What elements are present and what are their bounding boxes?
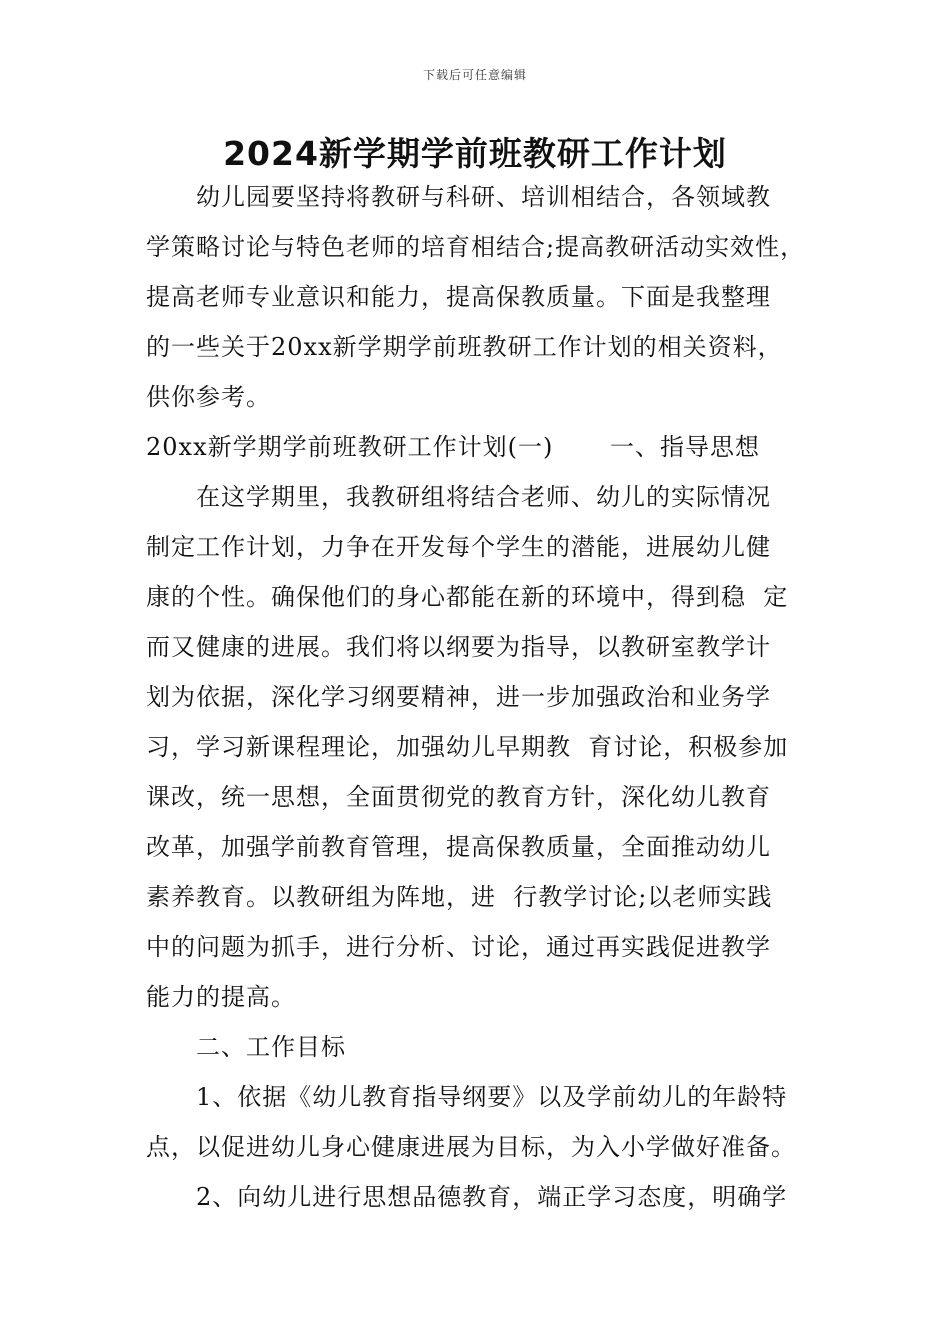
paragraph-line: 课改，统一思想，全面贯彻党的教育方针，深化幼儿教育: [146, 783, 771, 811]
intro-line: 幼儿园要坚持将教研与科研、培训相结合，各领域教: [196, 183, 771, 211]
goal-line: 点，以促进幼儿身心健康进展为目标，为入小学做好准备。: [146, 1133, 796, 1161]
paragraph-line: 而又健康的进展。我们将以纲要为指导，以教研室教学计: [146, 633, 771, 661]
paragraph-line: 在这学期里，我教研组将结合老师、幼儿的实际情况: [196, 483, 771, 511]
paragraph-line: 康的个性。确保他们的身心都能在新的环境中，得到稳 定: [146, 583, 789, 611]
intro-line: 的一些关于20xx新学期学前班教研工作计划的相关资料，: [146, 333, 783, 361]
page-header-note: 下载后可任意编辑: [422, 68, 527, 82]
heading-work-goals: 二、工作目标: [196, 1033, 346, 1061]
paragraph-line: 素养教育。以教研组为阵地，进 行教学讨论;以老师实践: [146, 883, 773, 911]
intro-line: 学策略讨论与特色老师的培育相结合;提高教研活动实效性，: [146, 233, 806, 261]
section-label: 20xx新学期学前班教研工作计划(一): [146, 433, 554, 461]
intro-line: 供你参考。: [146, 383, 271, 411]
goal-line: 1、依据《幼儿教育指导纲要》以及学前幼儿的年龄特: [196, 1083, 788, 1111]
goal-line: 2、向幼儿进行思想品德教育，端正学习态度，明确学: [196, 1183, 788, 1211]
intro-line: 提高老师专业意识和能力，提高保教质量。下面是我整理: [146, 283, 771, 311]
paragraph-line: 习，学习新课程理论，加强幼儿早期教 育讨论，积极参加: [146, 733, 789, 761]
paragraph-line: 划为依据，深化学习纲要精神，进一步加强政治和业务学: [146, 683, 771, 711]
paragraph-line: 制定工作计划，力争在开发每个学生的潜能，进展幼儿健: [146, 533, 771, 561]
heading-guiding-thought: 一、指导思想: [610, 433, 760, 461]
paragraph-line: 改革，加强学前教育管理，提高保教质量，全面推动幼儿: [146, 833, 771, 861]
paragraph-line: 能力的提高。: [146, 983, 296, 1011]
paragraph-line: 中的问题为抓手，进行分析、讨论，通过再实践促进教学: [146, 933, 771, 961]
document-title: 2024新学期学前班教研工作计划: [223, 134, 727, 173]
